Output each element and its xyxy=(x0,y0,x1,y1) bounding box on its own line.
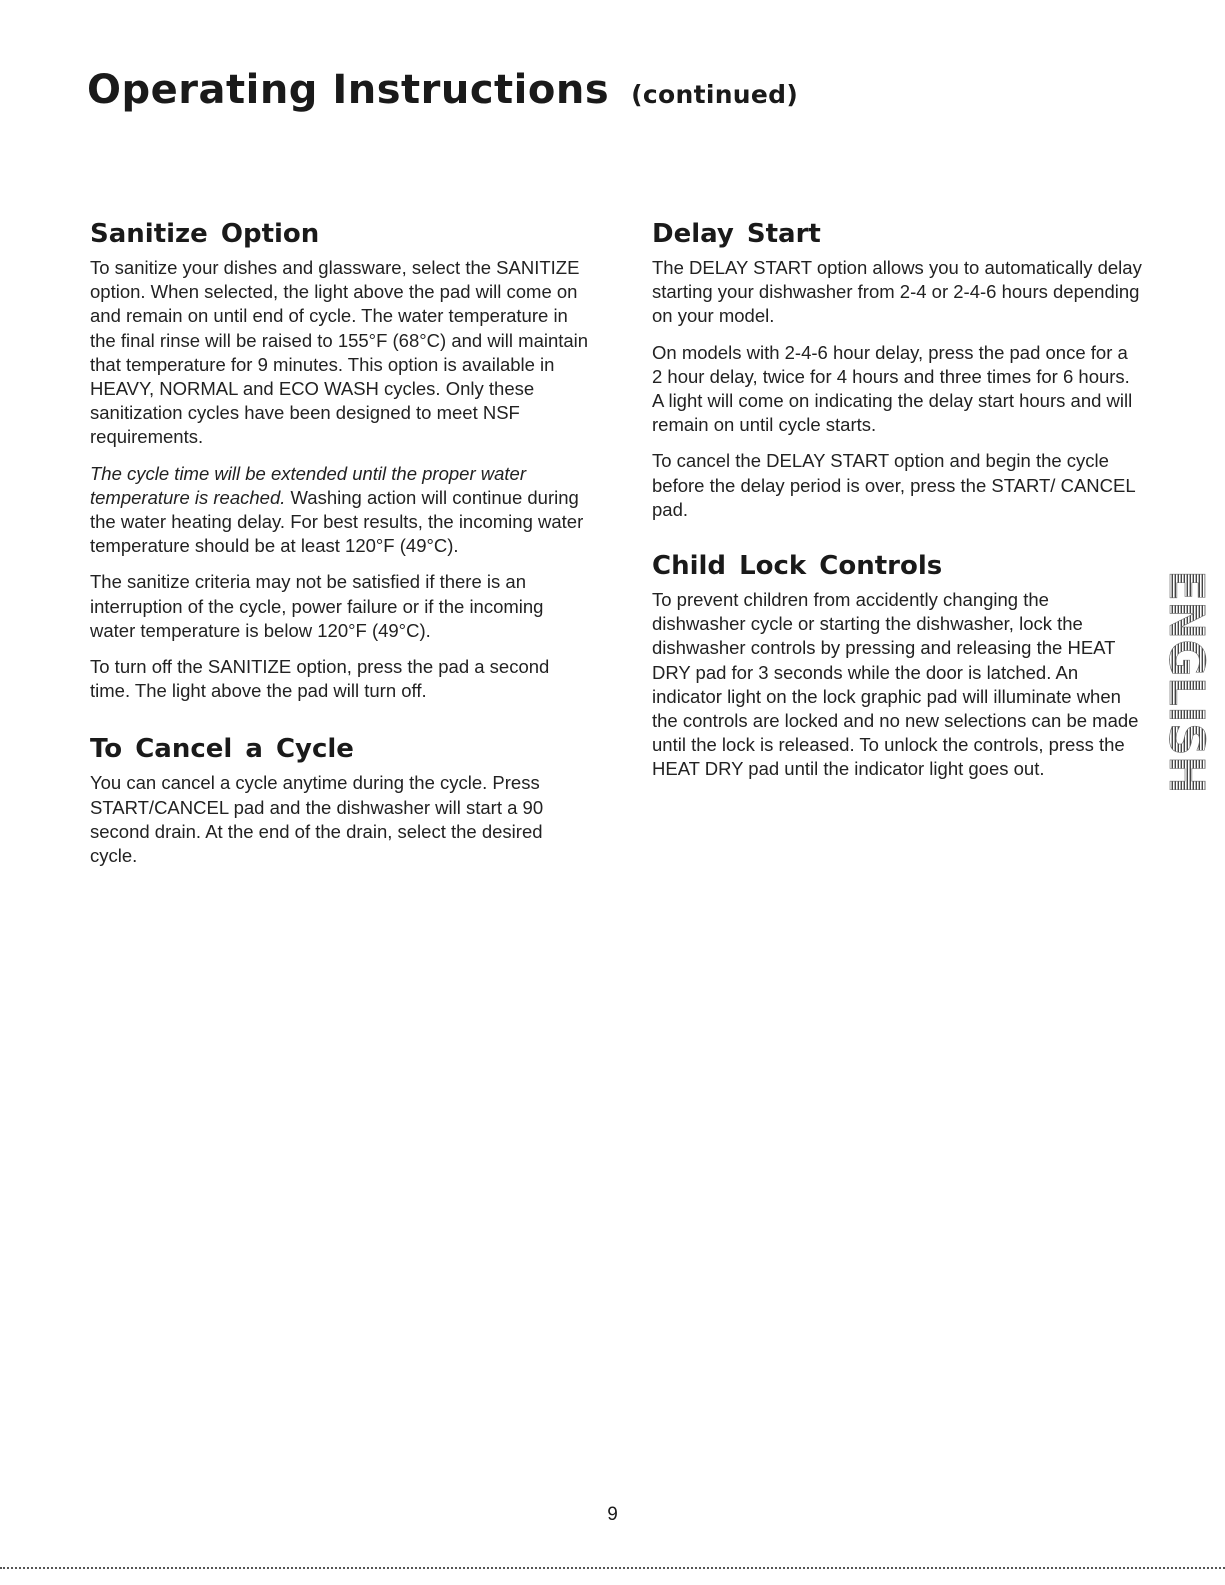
sanitize-paragraph-2 xyxy=(90,462,590,559)
language-side-tab xyxy=(1128,566,1214,806)
language-tab-graphic xyxy=(1128,566,1214,806)
sanitize-heading: Sanitize Option xyxy=(90,219,320,249)
sanitize-paragraph-4: To turn off the SANITIZE option, press the pad a second time. The light above the pad will turn off. xyxy=(90,656,550,702)
cancel-section xyxy=(90,733,590,868)
right-column xyxy=(652,218,1142,804)
delay-heading: Delay Start xyxy=(652,219,821,249)
cancel-heading: To Cancel a Cycle xyxy=(90,734,354,765)
childlock-section xyxy=(652,550,1142,782)
bottom-divider xyxy=(0,1567,1225,1569)
left-column xyxy=(90,218,590,890)
sanitize-paragraph-1: To sanitize your dishes and glassware, select the SANITIZE option. When selected, the light above the pad will come on and remain on until end of cycle. The water temperature in the final rinse will be raised to 155°F (68°C) and will maintain that temperature for 9 minutes. This option is available in HEAVY, NORMAL and ECO WASH cycles. Only these sanitization cycles have been designed to meet NSF requirements. xyxy=(90,257,589,448)
sanitize-paragraph-2-italic: The cycle time will be extended until the proper water temperature is reached. xyxy=(90,462,526,508)
sanitize-section xyxy=(90,218,590,703)
delay-paragraph-2: On models with 2-4-6 hour delay, press the pad once for a 2 hour delay, twice for 4 hours and three times for 6 hours. A light will come on indicating the delay start hours and will remain on until cycle starts. xyxy=(652,341,1133,436)
delay-section xyxy=(652,218,1142,522)
language-tab-label: ENGLISH xyxy=(1158,570,1214,806)
page-title-continued: (continued) xyxy=(631,80,799,109)
delay-paragraph-3: To cancel the DELAY START option and begin the cycle before the delay period is over, press the START/ CANCEL pad. xyxy=(652,450,1135,520)
delay-paragraph-1: The DELAY START option allows you to automatically delay starting your dishwasher from 2-4 or 2-4-6 hours depending on your model. xyxy=(652,257,1142,327)
cancel-paragraph-1: You can cancel a cycle anytime during the cycle. Press START/CANCEL pad and the dishwasher will start a 90 second drain. At the end of the drain, select the desired cycle. xyxy=(90,772,544,867)
page-number: 9 xyxy=(607,1504,618,1525)
childlock-heading: Child Lock Controls xyxy=(652,551,943,582)
sanitize-paragraph-3: The sanitize criteria may not be satisfied if there is an interruption of the cycle, power failure or if the incoming water temperature is below 120°F (49°C). xyxy=(90,571,544,641)
sanitize-paragraph-2-rest: Washing action will continue during the water heating delay. For best results, the incoming water temperature should be at least 120°F (49°C). xyxy=(90,486,584,557)
childlock-paragraph-1: To prevent children from accidently changing the dishwasher cycle or starting the dishwasher, lock the dishwasher controls by pressing and releasing the HEAT DRY pad for 3 seconds while the door is latched. An indicator light on the lock graphic pad will illuminate when the controls are locked and no new selections can be made until the lock is released. To unlock the controls, press the HEAT DRY pad until the indicator light goes out. xyxy=(652,589,1139,780)
page-title-main: Operating Instructions xyxy=(87,67,610,113)
page-title xyxy=(87,66,798,119)
